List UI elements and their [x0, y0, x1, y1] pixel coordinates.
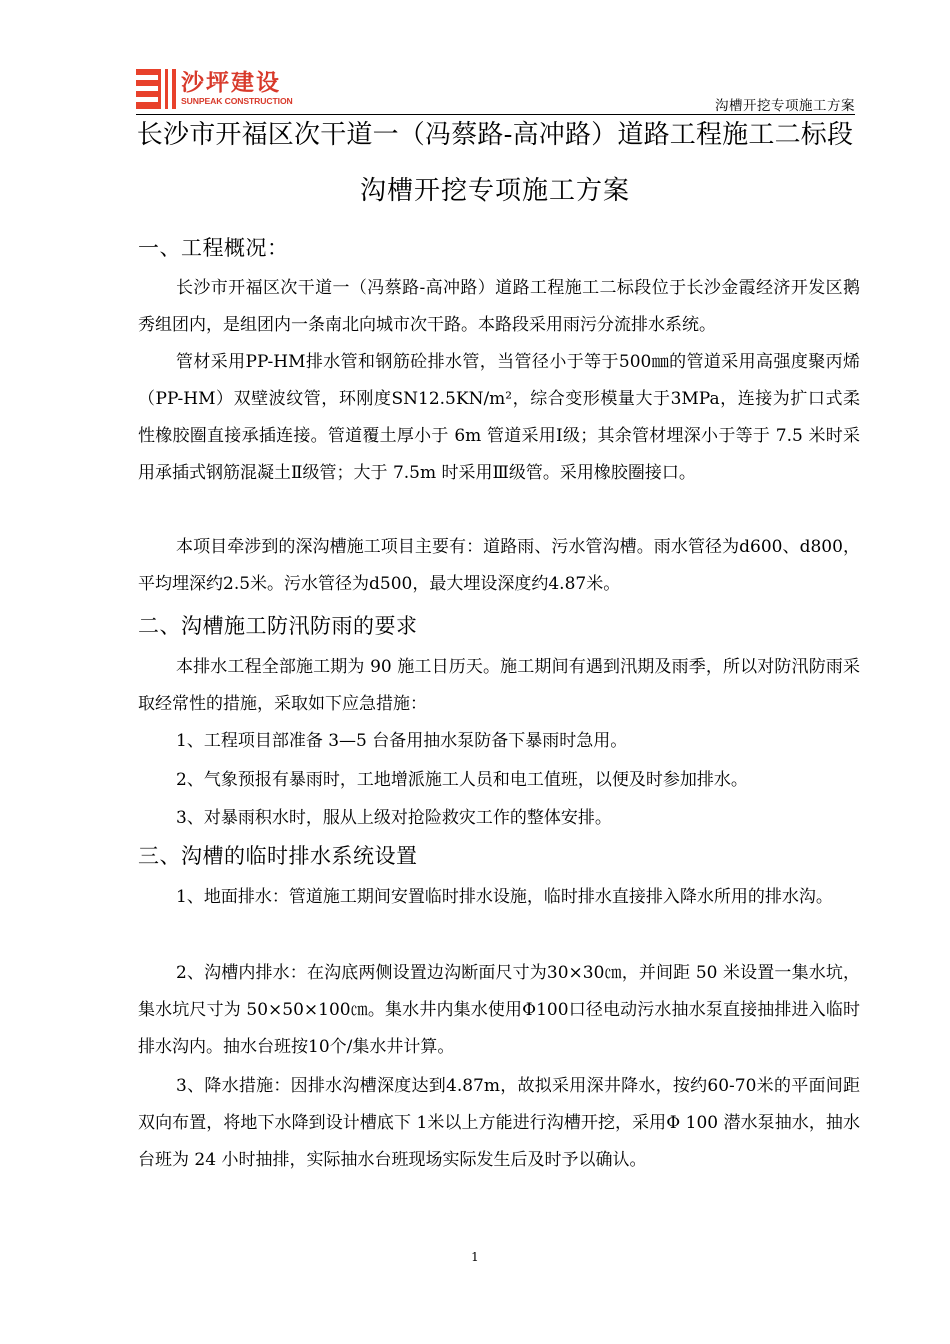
- section-heading: 一、工程概况：: [138, 236, 289, 260]
- running-header: 沟槽开挖专项施工方案: [715, 98, 855, 114]
- paragraph: 3、降水措施：因排水沟槽深度达到4.87m，故拟采用深井降水，按约60-70米的平面间距双向布置，将地下水降到设计槽底下 1米以上方能进行沟槽开挖，采用Φ 100 潜水泵抽水，抽水台班为 24 小时抽排，实际抽水台班现场实际发生后及时予以确认。: [138, 1076, 860, 1170]
- logo-text: [181, 71, 293, 107]
- paragraph: 本项目牵涉到的深沟槽施工项目主要有：道路雨、污水管沟槽。雨水管径为d600、d800，平均埋深约2.5米。污水管径为d500，最大埋设深度约4.87米。: [138, 537, 860, 594]
- paragraph: 长沙市开福区次干道一（冯蔡路-高冲路）道路工程施工二标段位于长沙金霞经济开发区鹅秀组团内，是组团内一条南北向城市次干路。本路段采用雨污分流排水系统。: [138, 278, 860, 335]
- page-number: 1: [471, 1250, 479, 1264]
- paragraph: 本排水工程全部施工期为 90 施工日历天。施工期间有遇到汛期及雨季，所以对防汛防雨采取经常性的措施，采取如下应急措施：: [138, 657, 860, 714]
- paragraph: 2、沟槽内排水：在沟底两侧设置边沟断面尺寸为30×30㎝，并间距 50 米设置一集水坑，集水坑尺寸为 50×50×100㎝。集水井内集水使用Φ100口径电动污水抽水泵直接抽排进入临时排水沟内。抽水台班按10个/集水井计算。: [138, 963, 860, 1057]
- paragraph: 管材采用PP-HM排水管和钢筋砼排水管，当管径小于等于500㎜的管道采用高强度聚丙烯（PP-HM）双壁波纹管，环刚度SN12.5KN/m²，综合变形模量大于3MPa，连接为扩口式柔性橡胶圈直接承插连接。管道覆土厚小于 6m 管道采用Ⅰ级；其余管材埋深小于等于 7.5 米时采用承插式钢筋混凝土Ⅱ级管；大于 7.5m 时采用Ⅲ级管。采用橡胶圈接口。: [138, 352, 860, 483]
- document-title-line1: 长沙市开福区次干道一（冯蔡路-高冲路）道路工程施工二标段: [136, 120, 854, 150]
- logo-en-name: SUNPEAK CONSTRUCTION: [181, 96, 293, 106]
- paragraph: 1、地面排水：管道施工期间安置临时排水设施，临时排水直接排入降水所用的排水沟。: [176, 887, 833, 907]
- section-heading: 二、沟槽施工防汛防雨的要求: [138, 614, 418, 638]
- document-title-line2: 沟槽开挖专项施工方案: [359, 176, 630, 206]
- sunpeak-logo-icon: [136, 69, 176, 109]
- company-logo: [136, 68, 309, 110]
- list-item: 2、气象预报有暴雨时，工地增派施工人员和电工值班，以便及时参加排水。: [176, 770, 748, 790]
- list-item: 3、对暴雨积水时，服从上级对抢险救灾工作的整体安排。: [176, 808, 612, 828]
- section-heading: 三、沟槽的临时排水系统设置: [138, 844, 418, 868]
- logo-cn-name: 沙坪建设: [181, 70, 281, 96]
- list-item: 1、工程项目部准备 3—5 台备用抽水泵防备下暴雨时急用。: [176, 731, 628, 751]
